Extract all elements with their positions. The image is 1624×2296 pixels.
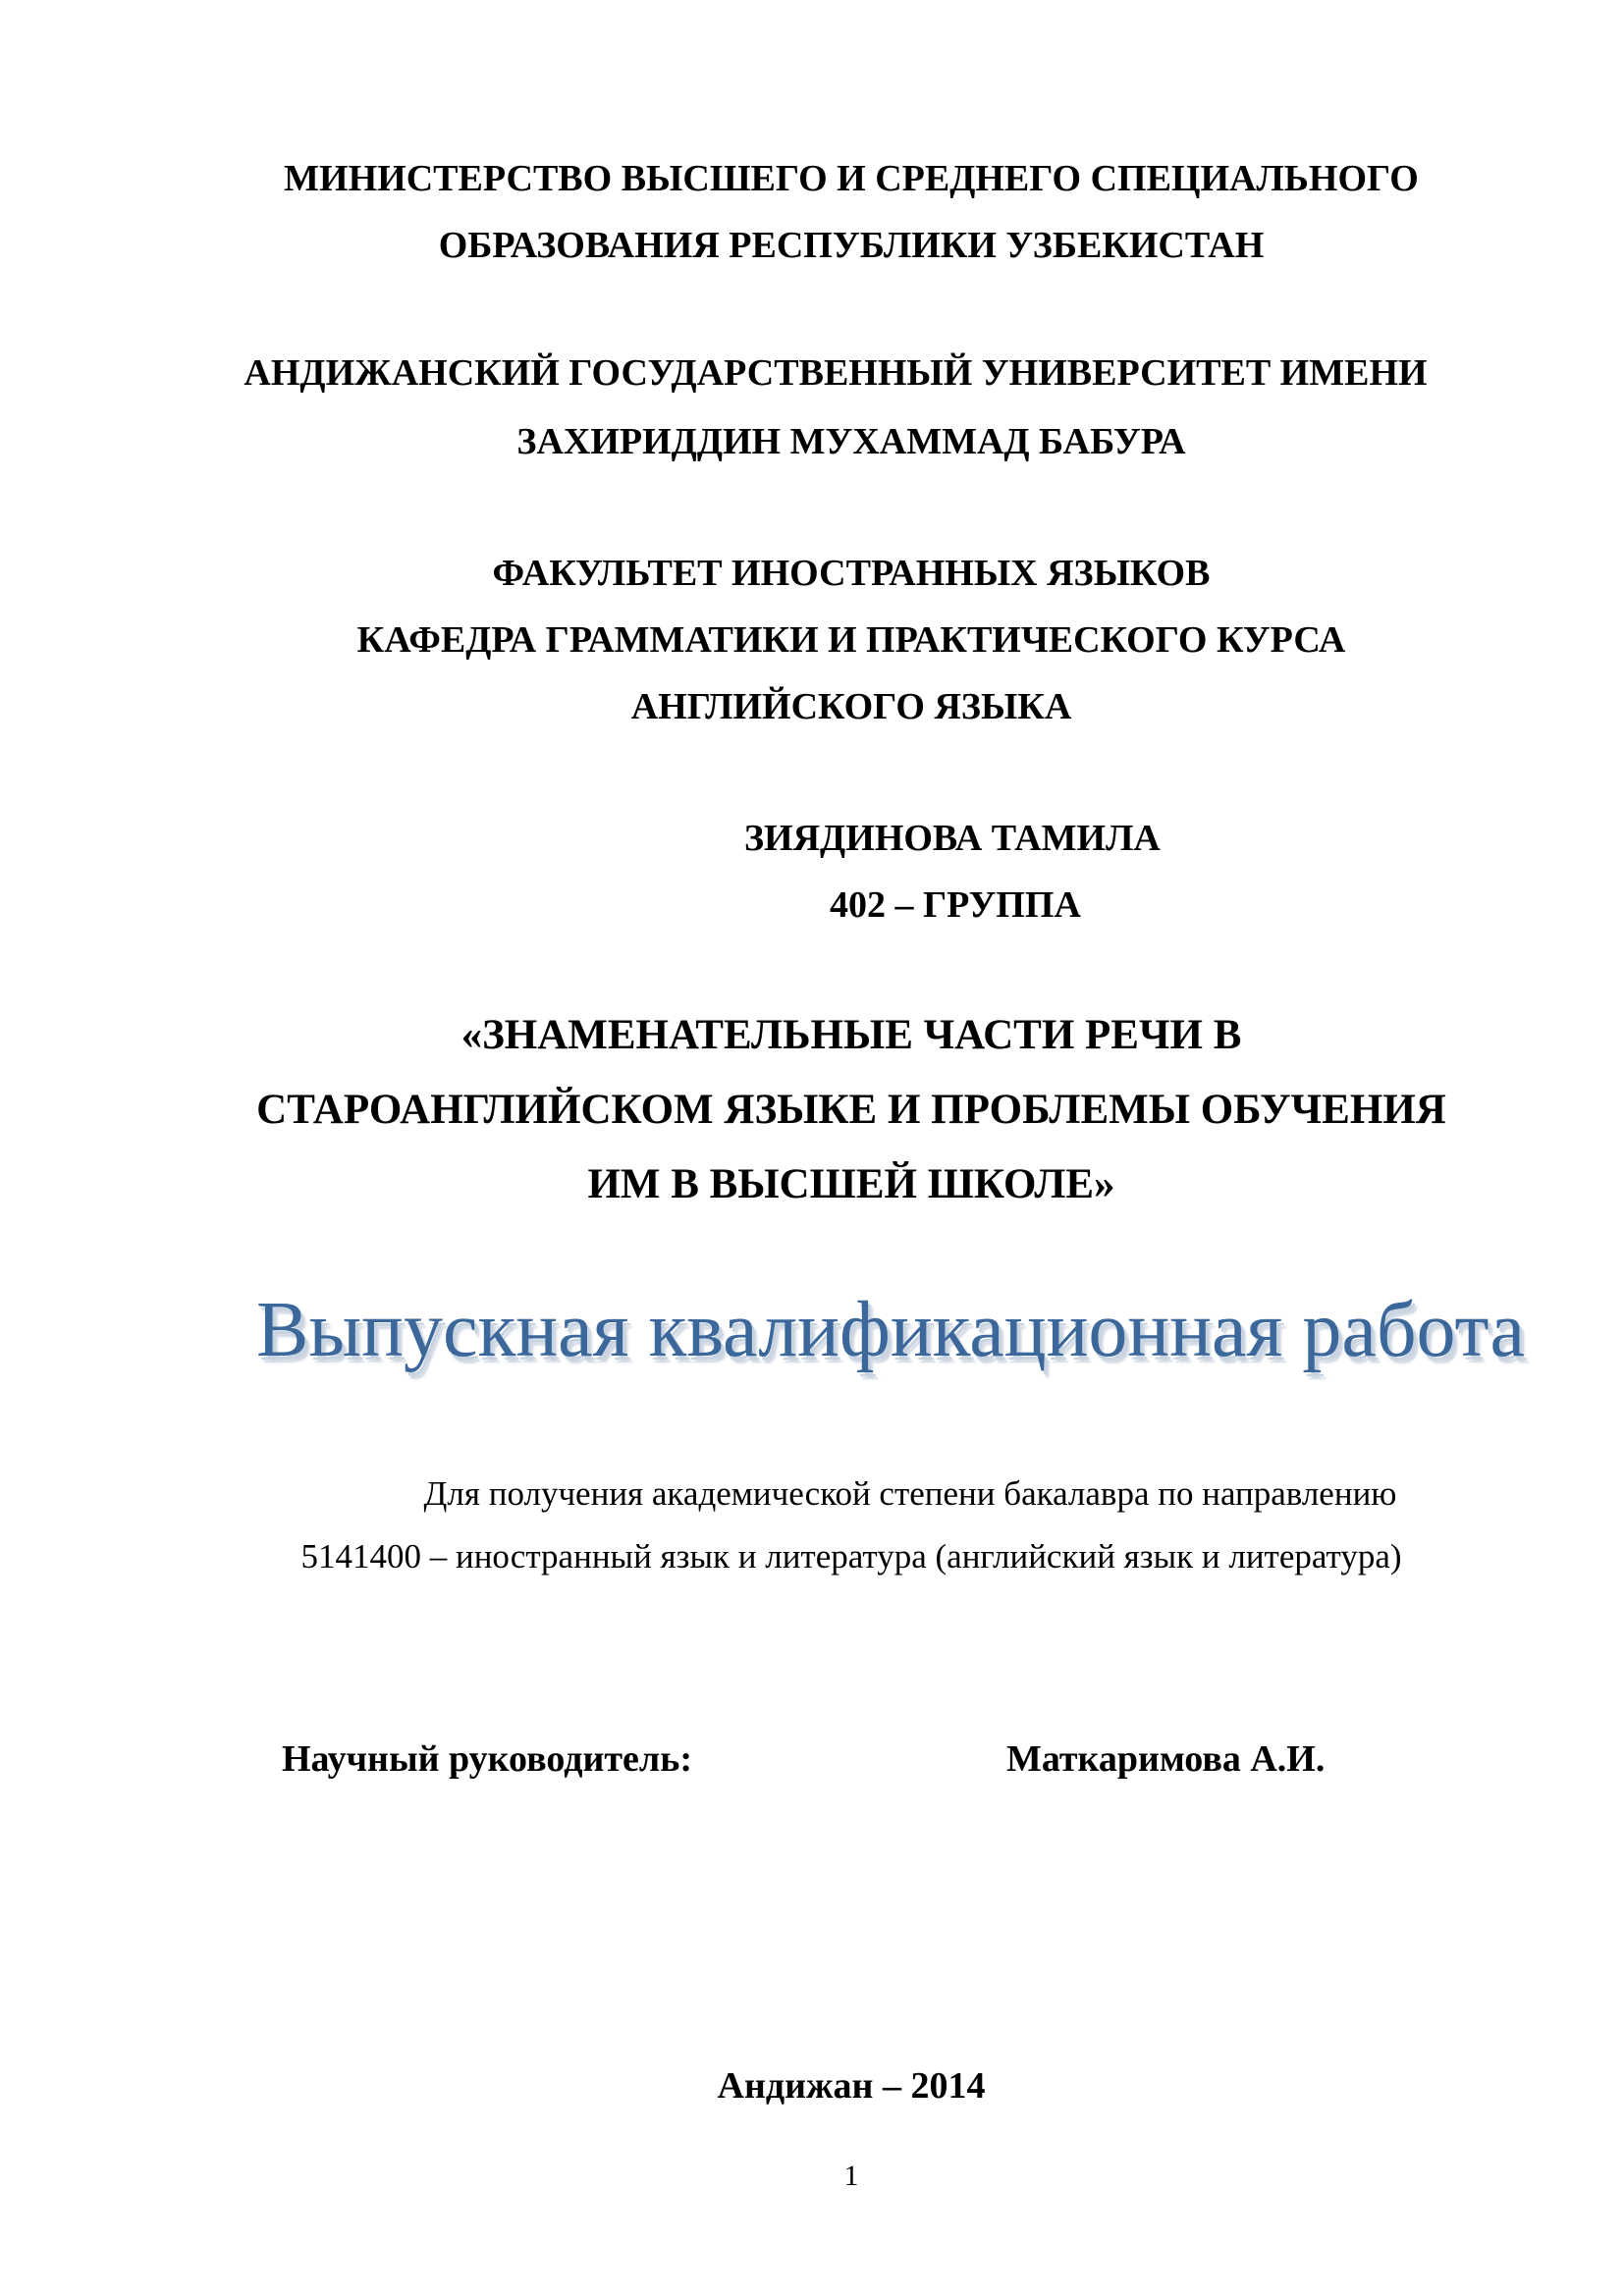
university-line-2: ЗАХИРИДДИН МУХАММАД БАБУРА: [516, 421, 1186, 462]
university-line-1: АНДИЖАНСКИЙ ГОСУДАРСТВЕННЫЙ УНИВЕРСИТЕТ ИМЕНИ: [244, 352, 1428, 394]
department-line-2: АНГЛИЙСКОГО ЯЗЫКА: [630, 686, 1072, 727]
faculty-name: ФАКУЛЬТЕТ ИНОСТРАННЫХ ЯЗЫКОВ: [492, 553, 1211, 594]
page-number: 1: [843, 2160, 859, 2192]
department-line-1: КАФЕДРА ГРАММАТИКИ И ПРАКТИЧЕСКОГО КУРСА: [356, 619, 1346, 661]
student-group: 402 – ГРУППА: [830, 884, 1081, 926]
ministry-line-2: ОБРАЗОВАНИЯ РЕСПУБЛИКИ УЗБЕКИСТАН: [438, 225, 1265, 266]
degree-line-1: Для получения академической степени бакалавра по направлению: [423, 1474, 1397, 1513]
thesis-title-line-1: «ЗНАМЕНАТЕЛЬНЫЕ ЧАСТИ РЕЧИ В: [460, 1012, 1242, 1058]
place-year: Андижан – 2014: [717, 2065, 986, 2107]
ministry-line-1: МИНИСТЕРСТВО ВЫСШЕГО И СРЕДНЕГО СПЕЦИАЛЬНОГО: [284, 158, 1419, 199]
degree-line-2: 5141400 – иностранный язык и литература (английский язык и литература): [300, 1537, 1402, 1575]
work-type-heading: Выпускная квалификационная работа: [256, 1287, 1525, 1373]
thesis-title-line-2: СТАРОАНГЛИЙСКОМ ЯЗЫКЕ И ПРОБЛЕМЫ ОБУЧЕНИЯ: [256, 1087, 1446, 1133]
supervisor-label: Научный руководитель:: [282, 1738, 692, 1780]
supervisor-name: Маткаримова А.И.: [1006, 1738, 1326, 1780]
student-name: ЗИЯДИНОВА ТАМИЛА: [744, 818, 1161, 859]
thesis-title-line-3: ИМ В ВЫСШЕЙ ШКОЛЕ»: [587, 1161, 1115, 1207]
